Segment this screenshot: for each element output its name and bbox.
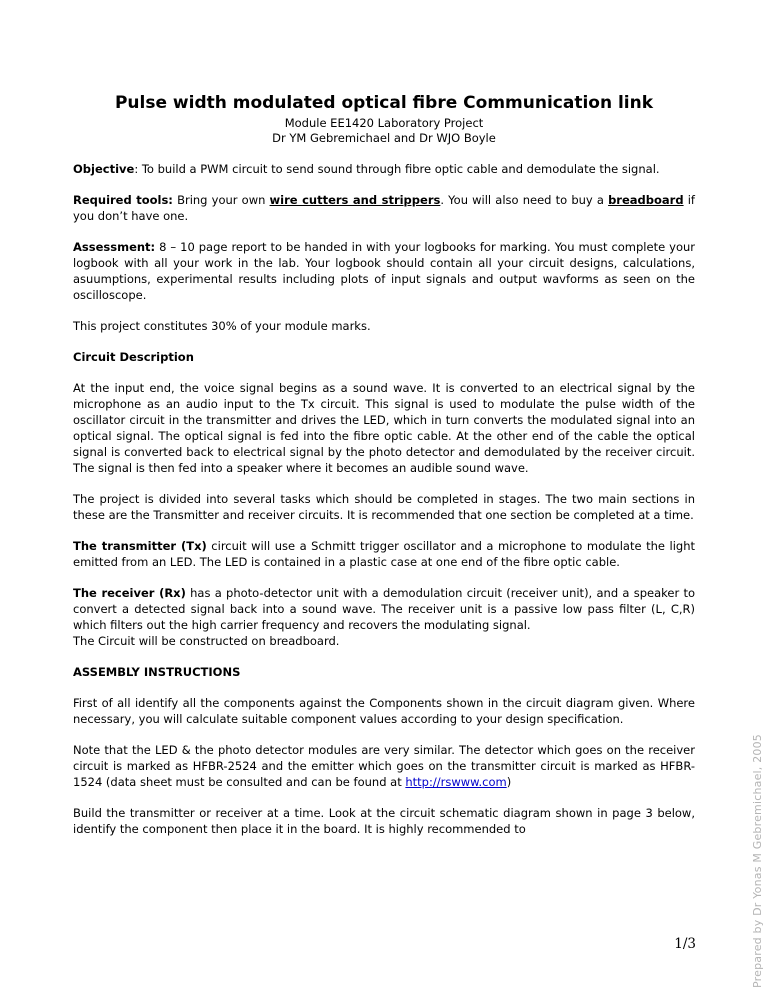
paragraph-transmitter [73, 538, 695, 570]
transmitter-label: The transmitter (Tx) [73, 539, 207, 553]
paragraph-receiver [73, 585, 695, 649]
receiver-text: has a photo-detector unit with a demodulation circuit (receiver unit), and a speaker to convert a detected signal back into a sound wave. The receiver unit is a passive low pass filter (L, C,R) which filters out the high carrier frequency and recovers the modulating signal. [73, 586, 695, 632]
required-tools-text-3: if you don’t have one. [73, 193, 695, 223]
paragraph-circuit-description: At the input end, the voice signal begins as a sound wave. It is converted to an electrical signal by the microphone as an audio input to the Tx circuit. This signal is used to modulate the pulse width of the oscillator circuit in the transmitter and drives the LED, which in turn converts the modulated signal into an optical signal. The optical signal is fed into the fibre optic cable. At the other end of the cable the optical signal is converted back to electrical signal by the photo detector and demodulated by the receiver circuit. The signal is then fed into a speaker where it becomes an audible sound wave. [73, 381, 695, 475]
subtitle-authors: Dr YM Gebremichael and Dr WJO Boyle [272, 131, 496, 145]
paragraph-objective [73, 161, 695, 177]
paragraph-build-instructions: Build the transmitter or receiver at a time. Look at the circuit schematic diagram shown in page 3 below, identify the component then place it in the board. It is highly recommended to [73, 806, 695, 836]
sidebar-credit: Prepared by Dr Yonas M Gebremichael, 2005 [751, 734, 764, 988]
heading-circuit-description: Circuit Description [73, 350, 194, 364]
note-text-1: Note that the LED & the photo detector modules are very similar. The detector which goes on the receiver circuit is marked as HFBR-2524 and the emitter which goes on the transmitter circuit is marked as HFBR-1524 (data sheet must be consulted and can be found at [73, 743, 695, 789]
objective-text: : To build a PWM circuit to send sound through fibre optic cable and demodulate the signal. [134, 162, 660, 176]
paragraph-stages: The project is divided into several tasks which should be completed in stages. The two main sections in these are the Transmitter and receiver circuits. It is recommended that one section be completed at a time. [73, 492, 695, 522]
transmitter-text: circuit will use a Schmitt trigger oscillator and a microphone to modulate the light emitted from an LED. The LED is contained in a plastic case at one end of the fibre optic cable. [73, 539, 695, 569]
assessment-text: 8 – 10 page report to be handed in with your logbooks for marking. You must complete your logbook with all your work in the lab. Your logbook should contain all your circuit designs, calculations, asuumptions, experimental results including plots of input signals and output wavforms as seen on the oscilloscope. [73, 240, 695, 302]
note-text-2: ) [506, 775, 512, 789]
subtitle-module: Module EE1420 Laboratory Project [284, 116, 484, 130]
required-tools-label: Required tools: [73, 193, 173, 207]
required-tools-text-1: Bring your own [172, 193, 270, 207]
paragraph-module-marks: This project constitutes 30% of your module marks. [73, 319, 371, 333]
paragraph-identify-components: First of all identify all the components against the Components shown in the circuit diagram given. Where necessary, you will calculate suitable component values according to your design specification. [73, 696, 695, 726]
paragraph-led-detector-note [73, 742, 695, 790]
page-number: 1/3 [674, 936, 696, 952]
receiver-text-2: The Circuit will be constructed on breadboard. [73, 634, 340, 648]
required-tools-emphasis-breadboard: breadboard [608, 193, 684, 207]
paragraph-required-tools [73, 192, 695, 224]
rswww-link[interactable]: http://rswww.com [405, 775, 507, 789]
required-tools-emphasis-wire-cutters: wire cutters and strippers [269, 193, 441, 207]
receiver-label: The receiver (Rx) [73, 586, 186, 600]
paragraph-assessment [73, 239, 695, 303]
assessment-label: Assessment: [73, 240, 156, 254]
document-title: Pulse width modulated optical fibre Communication link [114, 93, 654, 113]
document-content [73, 92, 695, 837]
heading-assembly-instructions: ASSEMBLY INSTRUCTIONS [73, 665, 241, 679]
objective-label: Objective [73, 162, 135, 176]
required-tools-text-2: . You will also need to buy a [440, 193, 609, 207]
